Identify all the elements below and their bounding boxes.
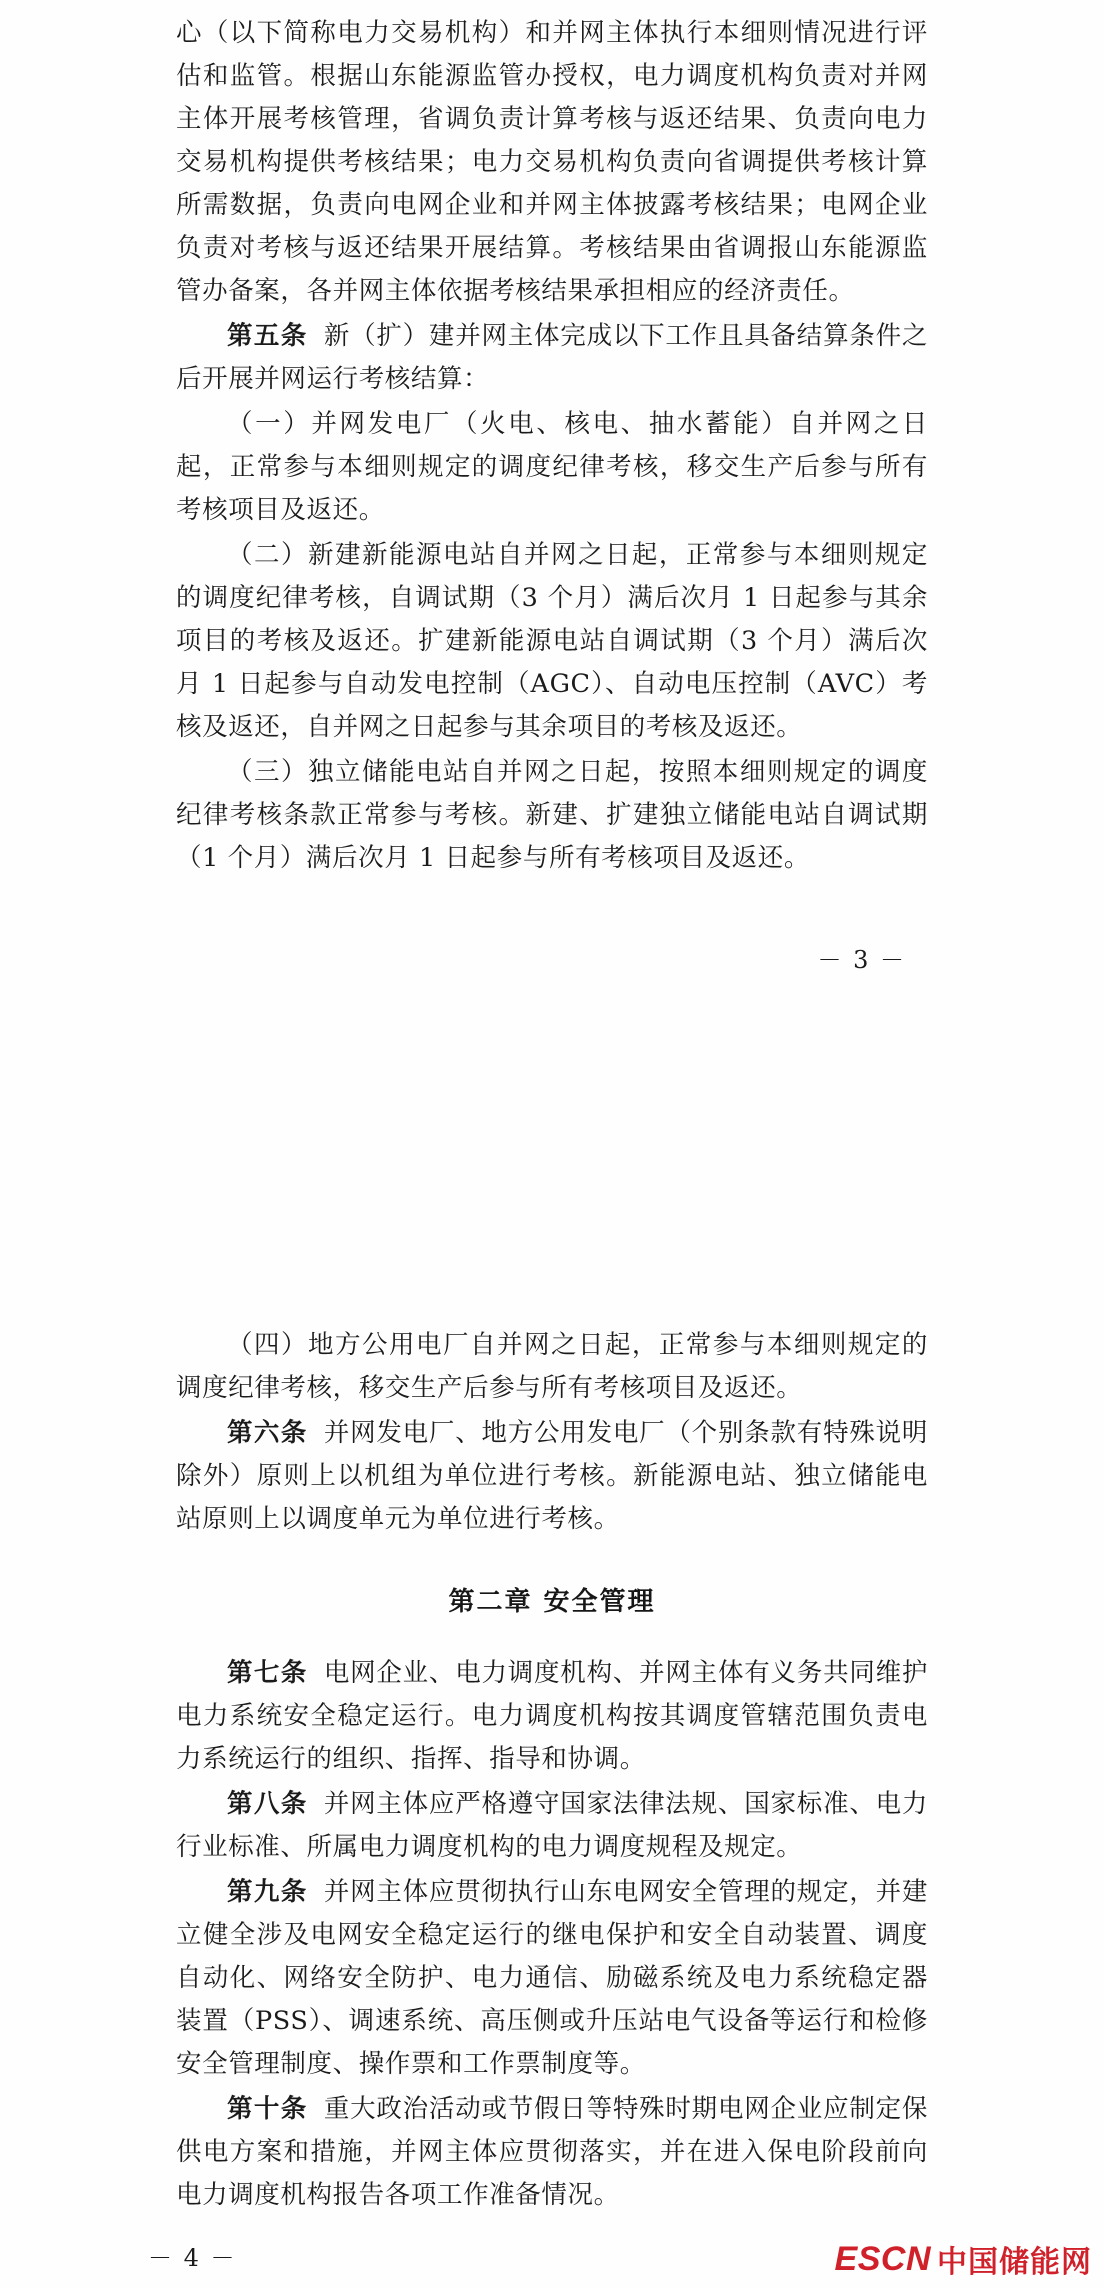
paragraph-article-5 — [176, 315, 928, 401]
paragraph-item-1: （一）并网发电厂（火电、核电、抽水蓄能）自并网之日起，正常参与本细则规定的调度纪律考核，移交生产后参与所有考核项目及返还。 — [176, 409, 928, 525]
article-text-10: 重大政治活动或节假日等特殊时期电网企业应制定保供电方案和措施，并网主体应贯彻落实，并在进入保电阶段前向电力调度机构报告各项工作准备情况。 — [176, 2094, 928, 2210]
article-text-7: 电网企业、电力调度机构、并网主体有义务共同维护电力系统安全稳定运行。电力调度机构按其调度管辖范围负责电力系统运行的组织、指挥、指导和协调。 — [176, 1658, 928, 1774]
article-label-9: 第九条 — [227, 1877, 308, 1907]
article-label-10: 第十条 — [227, 2094, 308, 2124]
article-label-8: 第八条 — [227, 1789, 308, 1819]
watermark-chinese-text: 中国储能网 — [937, 2246, 1092, 2279]
page-marker-second: － 4 － — [148, 2244, 237, 2272]
paragraph-article-6 — [176, 1412, 928, 1541]
article-text-6: 并网发电厂、地方公用发电厂（个别条款有特殊说明除外）原则上以机组为单位进行考核。新能源电站、独立储能电站原则上以调度单元为单位进行考核。 — [176, 1418, 928, 1534]
paragraph-item-4: （四）地方公用电厂自并网之日起，正常参与本细则规定的调度纪律考核，移交生产后参与所有考核项目及返还。 — [176, 1330, 928, 1403]
paragraph-item-3: （三）独立储能电站自并网之日起，按照本细则规定的调度纪律考核条款正常参与考核。新建、扩建独立储能电站自调试期（1 个月）满后次月 1 日起参与所有考核项目及返还。 — [176, 757, 928, 873]
paragraph-item-2: （二）新建新能源电站自并网之日起，正常参与本细则规定的调度纪律考核，自调试期（3 个月）满后次月 1 日起参与其余项目的考核及返还。扩建新能源电站自调试期（3 个月）满后次月 1 日起参与自动发电控制（AGC）、自动电压控制（AVC）考核及返还，自并网之日起参与其余项目的考核及返还。 — [176, 540, 928, 742]
article-label-6: 第六条 — [227, 1418, 308, 1448]
article-label-5: 第五条 — [227, 321, 308, 351]
paragraph-continued: 心（以下简称电力交易机构）和并网主体执行本细则情况进行评估和监管。根据山东能源监管办授权，电力调度机构负责对并网主体开展考核管理，省调负责计算考核与返还结果、负责向电力交易机构提供考核结果；电力交易机构负责向省调提供考核计算所需数据，负责向电网企业和并网主体披露考核结果；电网企业负责对考核与返还结果开展结算。考核结果由省调报山东能源监管办备案，各并网主体依据考核结果承担相应的经济责任。 — [176, 18, 928, 306]
chapter-heading: 第二章 安全管理 — [448, 1587, 656, 1617]
paragraph-article-7 — [176, 1652, 928, 1781]
page-marker-first: － 3 － — [817, 946, 906, 974]
article-label-7: 第七条 — [227, 1658, 308, 1688]
paragraph-article-8 — [176, 1783, 928, 1869]
paragraph-article-10 — [176, 2088, 928, 2217]
watermark-latin-text: ESCN — [834, 2239, 931, 2278]
page-break-gap-2 — [176, 1196, 928, 1324]
paragraph-article-9 — [176, 1871, 928, 2086]
article-text-5: 新（扩）建并网主体完成以下工作且具备结算条件之后开展并网运行考核结算： — [176, 321, 928, 394]
section-gap — [176, 882, 928, 940]
watermark-escn — [835, 2237, 1092, 2281]
article-text-9: 并网主体应贯彻执行山东电网安全管理的规定，并建立健全涉及电网安全稳定运行的继电保护和安全自动装置、调度自动化、网络安全防护、电力通信、励磁系统及电力系统稳定器装置（PSS）、调速系统、高压侧或升压站电气设备等运行和检修安全管理制度、操作票和工作票制度等。 — [176, 1877, 928, 2079]
article-text-8: 并网主体应严格遵守国家法律法规、国家标准、电力行业标准、所属电力调度机构的电力调度规程及规定。 — [176, 1789, 928, 1862]
page-break-gap — [176, 980, 928, 1196]
